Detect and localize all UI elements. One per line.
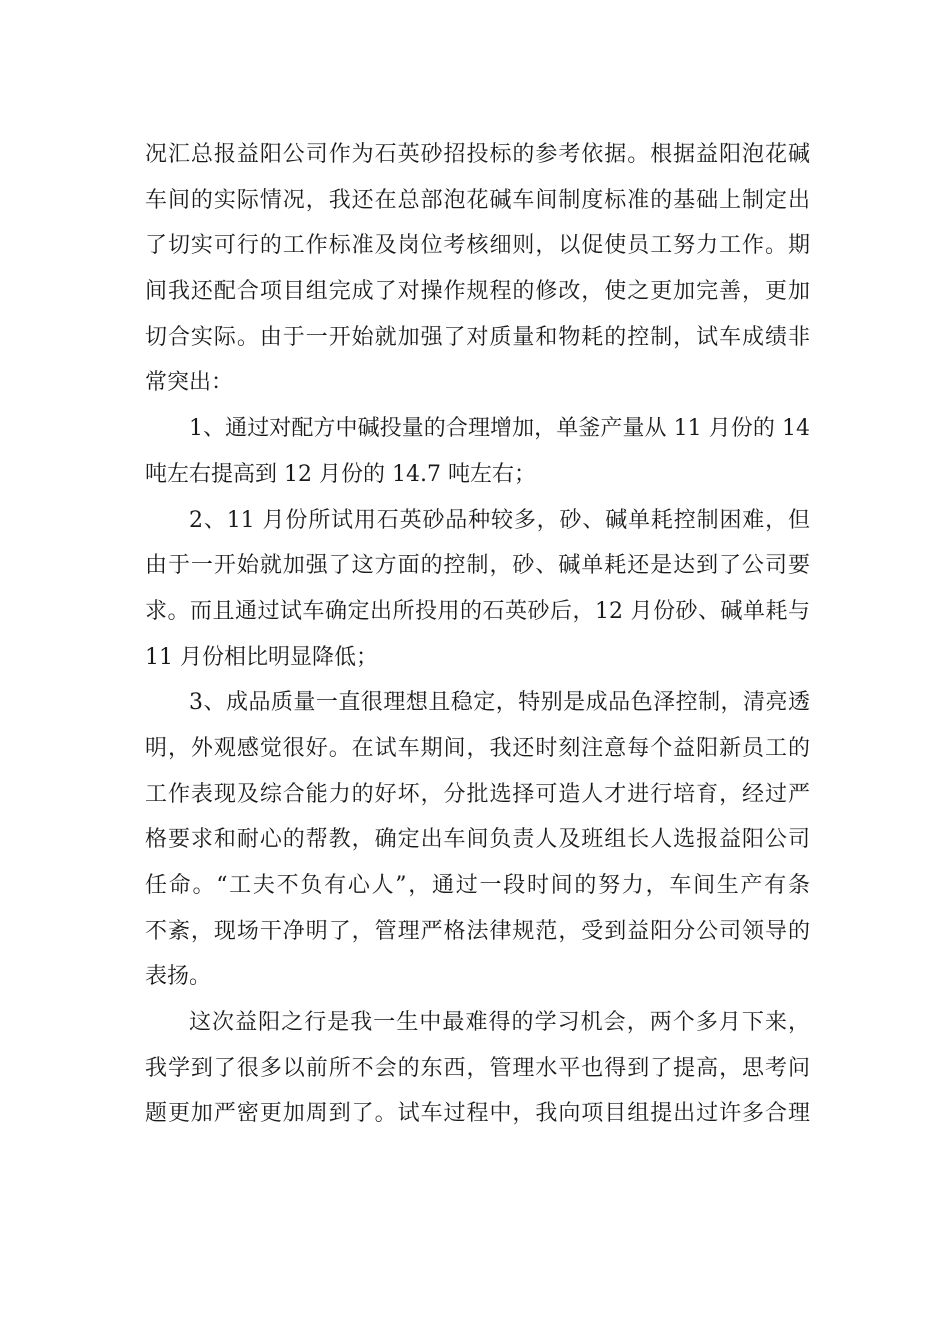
document-body	[145, 132, 810, 1137]
text-line: 表扬。	[145, 964, 212, 990]
text-line: 1、通过对配方中碱投量的合理增加，单釜产量从 11 月份的 14	[189, 416, 810, 442]
text-line: 况汇总报益阳公司作为石英砂招投标的参考依据。根据益阳泡花碱	[145, 142, 810, 167]
text-line: 明，外观感觉很好。在试车期间，我还时刻注意每个益阳新员工的	[145, 735, 810, 761]
text-line: 工作表现及综合能力的好坏，分批选择可造人才进行培育，经过严	[145, 781, 810, 807]
text-line: 由于一开始就加强了这方面的控制，砂、碱单耗还是达到了公司要	[145, 553, 810, 579]
text-line: 车间的实际情况，我还在总部泡花碱车间制度标准的基础上制定出	[145, 187, 810, 213]
text-line: 3、成品质量一直很理想且稳定，特别是成品色泽控制，清亮透	[189, 690, 810, 716]
text-line: 题更加严密更加周到了。试车过程中，我向项目组提出过许多合理	[145, 1101, 810, 1127]
text-line: 不紊，现场干净明了，管理严格法律规范，受到益阳分公司领导的	[145, 918, 810, 944]
text-line: 我学到了很多以前所不会的东西，管理水平也得到了提高，思考问	[145, 1055, 810, 1081]
text-line: 常突出：	[145, 370, 234, 396]
text-line: 了切实可行的工作标准及岗位考核细则，以促使员工努力工作。期	[145, 233, 810, 259]
text-line: 任命。“工夫不负有心人”，通过一段时间的努力，车间生产有条	[145, 873, 810, 898]
text-line: 切合实际。由于一开始就加强了对质量和物耗的控制，试车成绩非	[145, 324, 810, 350]
text-line: 求。而且通过试车确定出所投用的石英砂后，12 月份砂、碱单耗与	[145, 598, 810, 624]
text-line: 间我还配合项目组完成了对操作规程的修改，使之更加完善，更加	[145, 279, 810, 305]
text-line: 格要求和耐心的帮教，确定出车间负责人及班组长人选报益阳公司	[145, 827, 810, 853]
text-line: 11 月份相比明显降低；	[145, 644, 378, 670]
text-line: 这次益阳之行是我一生中最难得的学习机会，两个多月下来，	[189, 1010, 810, 1036]
text-line: 2、11 月份所试用石英砂品种较多，砂、碱单耗控制困难，但	[189, 507, 810, 533]
text-line: 吨左右提高到 12 月份的 14.7 吨左右；	[145, 461, 536, 487]
